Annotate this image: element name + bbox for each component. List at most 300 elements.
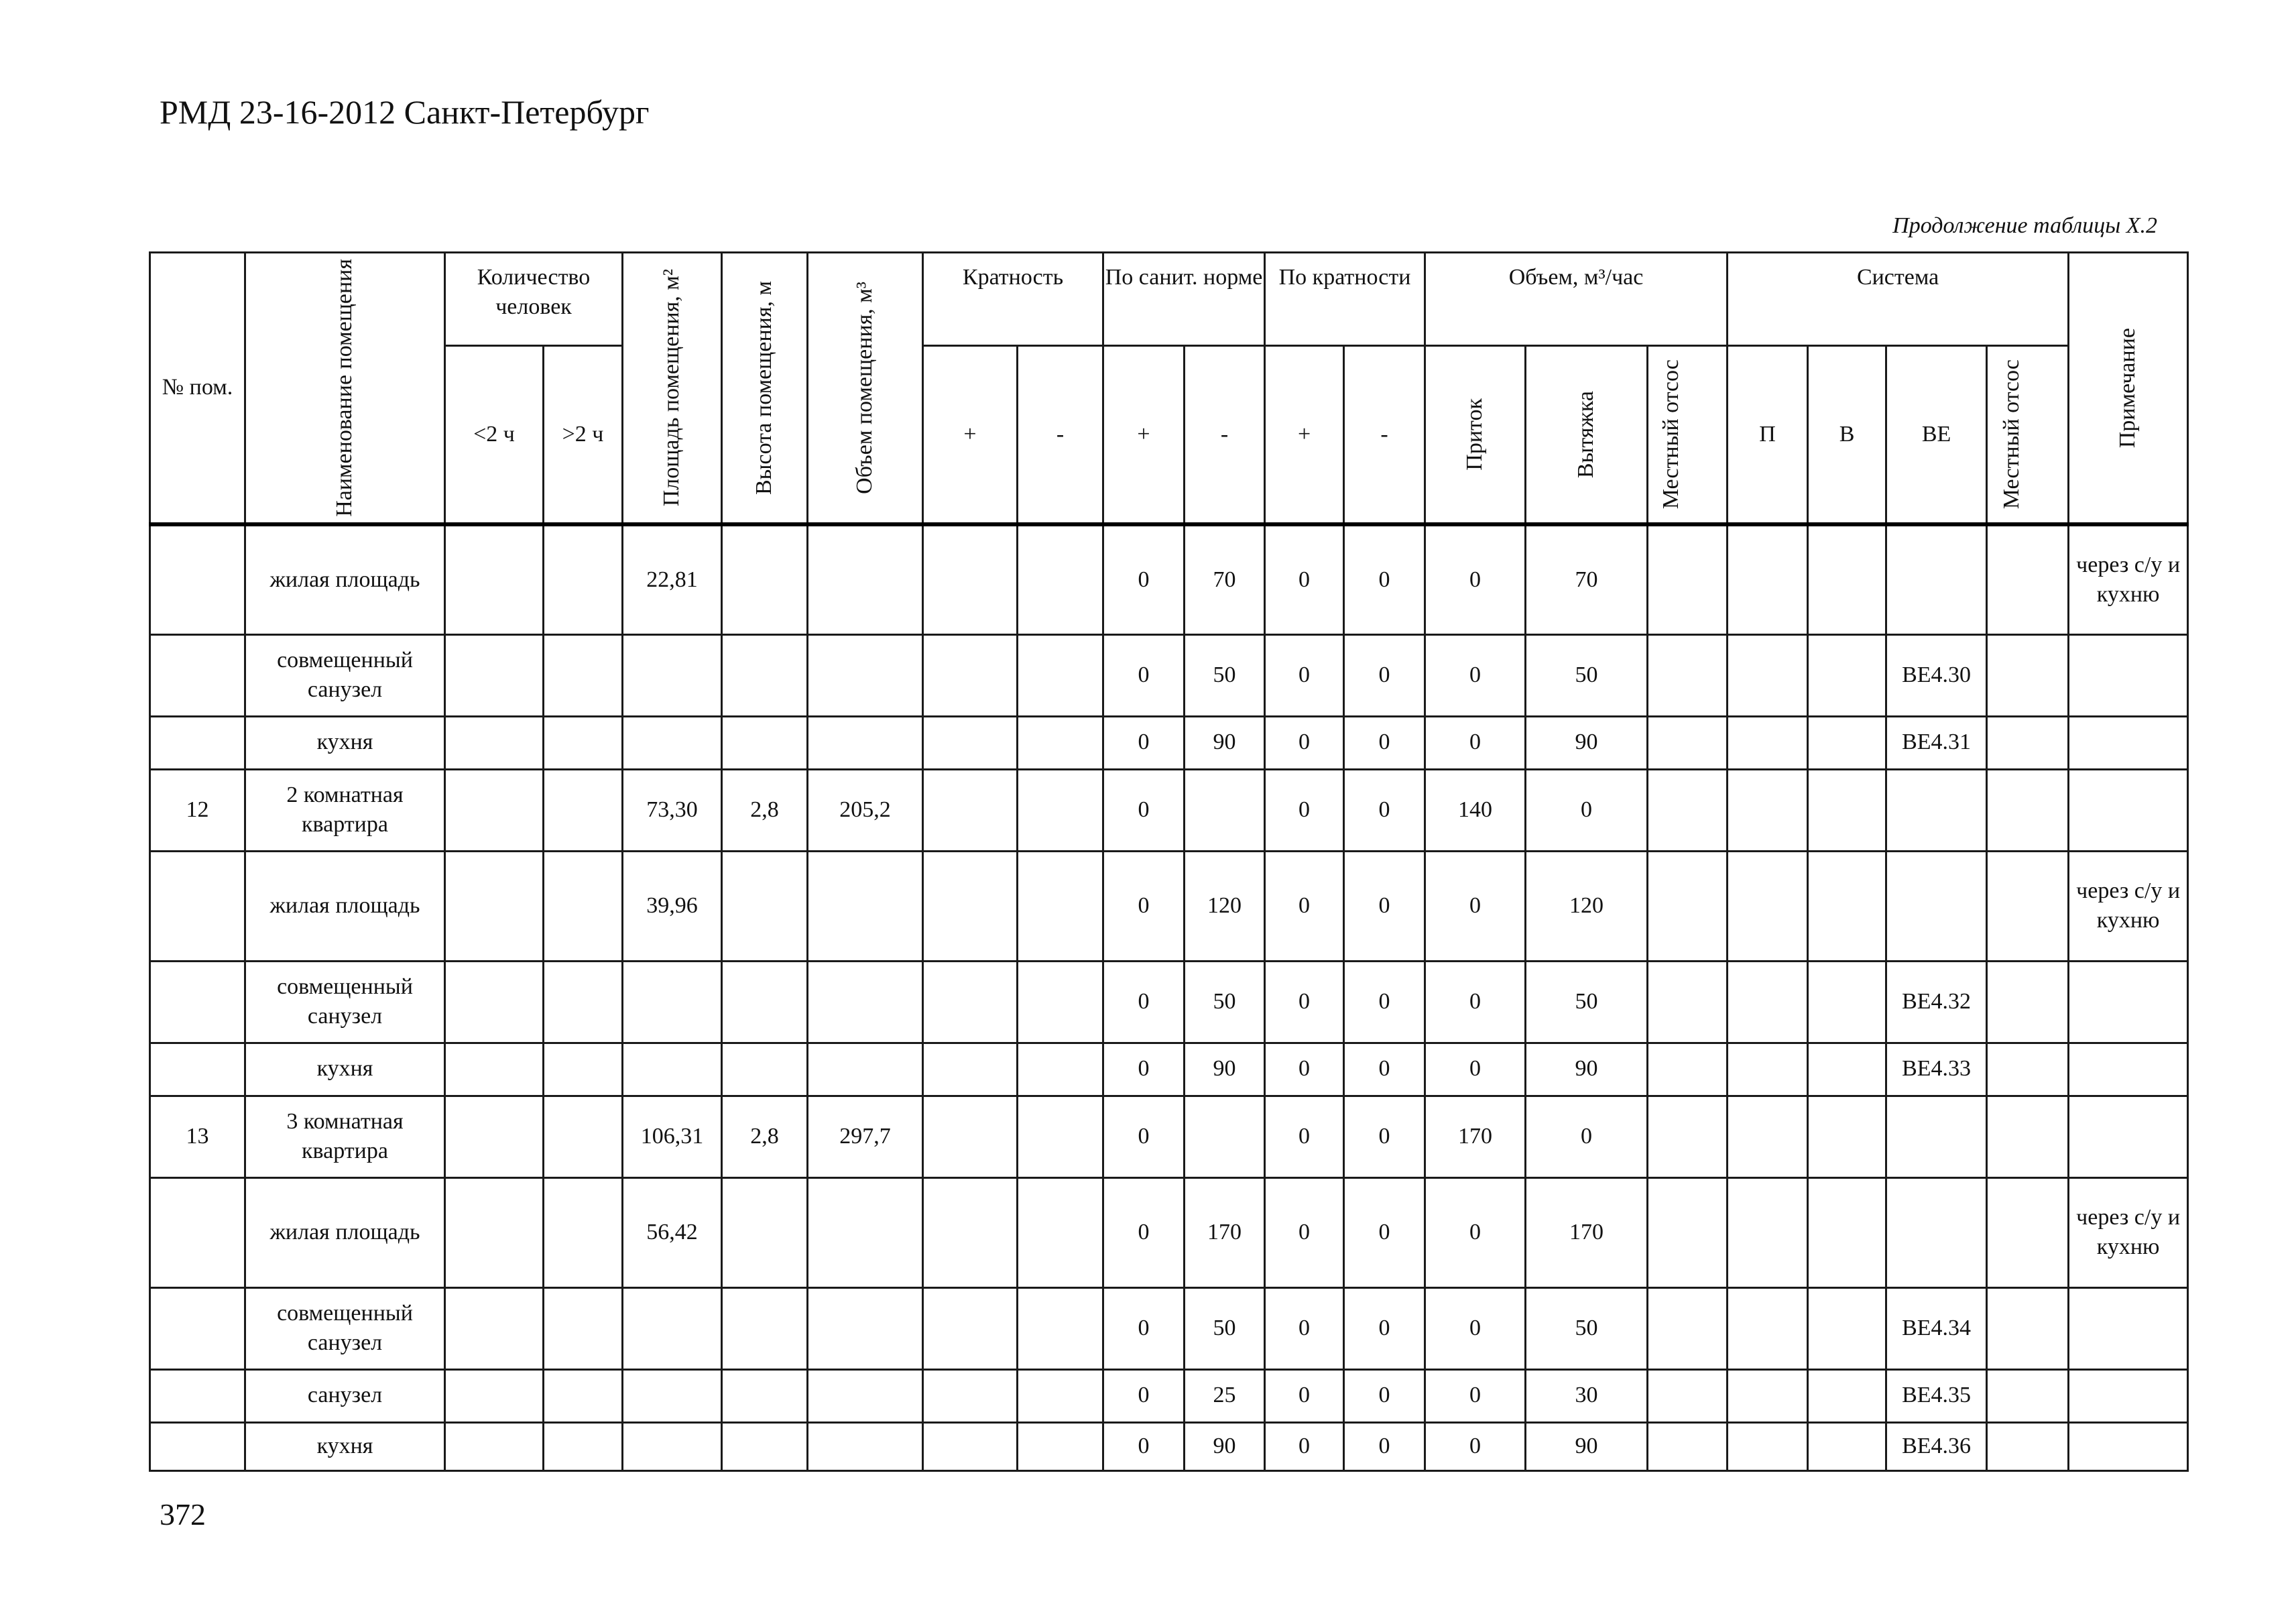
cell-people-lt2 (445, 716, 544, 769)
cell-system-v (1808, 1043, 1886, 1096)
cell-sanitary-minus: 120 (1185, 851, 1265, 961)
cell-exhaust: 0 (1526, 1096, 1648, 1177)
cell-sanitary-minus: 90 (1185, 716, 1265, 769)
cell-area (623, 1287, 722, 1369)
cell-multiplicity-plus (923, 1369, 1018, 1422)
cell-local-exhaust (1648, 961, 1728, 1043)
cell-system-local (1987, 1096, 2069, 1177)
cell-system-ve (1886, 1096, 1987, 1177)
cell-room-name: санузел (245, 1369, 445, 1422)
cell-system-v (1808, 1177, 1886, 1287)
table-body (150, 524, 2188, 1470)
cell-height (722, 1422, 808, 1470)
header-system-ve: ВЕ (1886, 346, 1987, 525)
cell-height (722, 1369, 808, 1422)
header-note (2069, 253, 2188, 525)
header-supply (1425, 346, 1526, 525)
cell-system-v (1808, 716, 1886, 769)
header-sanitary-plus: + (1103, 346, 1185, 525)
cell-multiplicity-minus (1018, 1096, 1103, 1177)
cell-system-local (1987, 1043, 2069, 1096)
cell-system-local (1987, 1369, 2069, 1422)
cell-area: 73,30 (623, 769, 722, 851)
cell-volume: 297,7 (808, 1096, 923, 1177)
cell-sanitary-plus: 0 (1103, 851, 1185, 961)
table-row (150, 851, 2188, 961)
cell-area: 106,31 (623, 1096, 722, 1177)
cell-system-v (1808, 769, 1886, 851)
cell-bymult-minus: 0 (1344, 716, 1425, 769)
ventilation-table (149, 251, 2189, 1472)
cell-system-p (1728, 961, 1808, 1043)
header-room-height (722, 253, 808, 525)
cell-sanitary-plus: 0 (1103, 961, 1185, 1043)
cell-supply: 0 (1425, 1287, 1526, 1369)
cell-note: через с/у и кухню (2069, 524, 2188, 634)
cell-height: 2,8 (722, 1096, 808, 1177)
cell-local-exhaust (1648, 1177, 1728, 1287)
cell-supply: 0 (1425, 716, 1526, 769)
cell-supply: 170 (1425, 1096, 1526, 1177)
cell-volume (808, 961, 923, 1043)
cell-people-lt2 (445, 1422, 544, 1470)
cell-note: через с/у и кухню (2069, 1177, 2188, 1287)
cell-volume (808, 524, 923, 634)
cell-supply: 0 (1425, 1177, 1526, 1287)
cell-people-gt2 (544, 1422, 623, 1470)
cell-system-ve (1886, 1177, 1987, 1287)
cell-sanitary-minus: 70 (1185, 524, 1265, 634)
table-header (150, 253, 2188, 525)
cell-multiplicity-plus (923, 1043, 1018, 1096)
cell-bymult-plus: 0 (1265, 1043, 1344, 1096)
cell-system-v (1808, 1096, 1886, 1177)
cell-room-number: 13 (150, 1096, 245, 1177)
cell-exhaust: 90 (1526, 716, 1648, 769)
table-row (150, 634, 2188, 716)
cell-people-lt2 (445, 961, 544, 1043)
cell-multiplicity-plus (923, 851, 1018, 961)
cell-system-v (1808, 1422, 1886, 1470)
cell-bymult-plus: 0 (1265, 1177, 1344, 1287)
table-row (150, 1177, 2188, 1287)
cell-bymult-plus: 0 (1265, 1369, 1344, 1422)
cell-area (623, 961, 722, 1043)
cell-people-gt2 (544, 1287, 623, 1369)
header-system-local (1987, 346, 2069, 525)
table-row (150, 716, 2188, 769)
cell-exhaust: 50 (1526, 634, 1648, 716)
cell-sanitary-minus: 90 (1185, 1422, 1265, 1470)
cell-room-number (150, 1369, 245, 1422)
cell-room-name: 2 комнатная квартира (245, 769, 445, 851)
cell-note (2069, 1422, 2188, 1470)
header-room-volume (808, 253, 923, 525)
cell-system-v (1808, 1369, 1886, 1422)
table-row (150, 961, 2188, 1043)
cell-system-ve: ВЕ4.35 (1886, 1369, 1987, 1422)
cell-height (722, 1177, 808, 1287)
cell-system-ve (1886, 769, 1987, 851)
cell-system-local (1987, 1422, 2069, 1470)
header-multiplicity: Кратность (923, 253, 1103, 346)
cell-sanitary-minus: 50 (1185, 961, 1265, 1043)
cell-bymult-plus: 0 (1265, 851, 1344, 961)
cell-area: 22,81 (623, 524, 722, 634)
cell-sanitary-plus: 0 (1103, 524, 1185, 634)
cell-room-name: жилая площадь (245, 851, 445, 961)
cell-system-local (1987, 961, 2069, 1043)
cell-multiplicity-plus (923, 634, 1018, 716)
cell-system-v (1808, 1287, 1886, 1369)
cell-height (722, 1287, 808, 1369)
cell-sanitary-minus: 50 (1185, 634, 1265, 716)
cell-multiplicity-minus (1018, 1287, 1103, 1369)
cell-bymult-minus: 0 (1344, 851, 1425, 961)
cell-area (623, 1369, 722, 1422)
cell-exhaust: 90 (1526, 1422, 1648, 1470)
header-sanitary-norm: По санит. норме (1103, 253, 1265, 346)
cell-bymult-plus: 0 (1265, 769, 1344, 851)
table-row (150, 1369, 2188, 1422)
cell-exhaust: 170 (1526, 1177, 1648, 1287)
cell-bymult-minus: 0 (1344, 1369, 1425, 1422)
cell-volume (808, 716, 923, 769)
cell-local-exhaust (1648, 1043, 1728, 1096)
cell-supply: 0 (1425, 1422, 1526, 1470)
header-room-name-text: Наименование помещения (332, 259, 357, 517)
cell-height (722, 524, 808, 634)
page-number: 372 (160, 1497, 206, 1531)
cell-system-p (1728, 1287, 1808, 1369)
table-row (150, 1287, 2188, 1369)
header-system-p: П (1728, 346, 1808, 525)
cell-room-number (150, 1177, 245, 1287)
cell-bymult-minus: 0 (1344, 1096, 1425, 1177)
cell-note (2069, 1043, 2188, 1096)
cell-bymult-minus: 0 (1344, 1177, 1425, 1287)
cell-room-name: 3 комнатная квартира (245, 1096, 445, 1177)
table-row (150, 524, 2188, 634)
cell-room-name: совмещенный санузел (245, 634, 445, 716)
cell-exhaust: 90 (1526, 1043, 1648, 1096)
table-row (150, 1096, 2188, 1177)
cell-bymult-plus: 0 (1265, 634, 1344, 716)
cell-bymult-plus: 0 (1265, 524, 1344, 634)
cell-bymult-minus: 0 (1344, 1287, 1425, 1369)
cell-people-lt2 (445, 1287, 544, 1369)
table-continuation-caption: Продолжение таблицы Х.2 (1892, 213, 2157, 238)
cell-system-ve: ВЕ4.33 (1886, 1043, 1987, 1096)
header-room-name (245, 253, 445, 525)
header-system-v: В (1808, 346, 1886, 525)
header-system: Система (1728, 253, 2069, 346)
cell-room-number (150, 1043, 245, 1096)
cell-volume (808, 1287, 923, 1369)
cell-exhaust: 50 (1526, 1287, 1648, 1369)
cell-multiplicity-plus (923, 524, 1018, 634)
cell-note (2069, 716, 2188, 769)
cell-sanitary-plus: 0 (1103, 1369, 1185, 1422)
cell-multiplicity-minus (1018, 961, 1103, 1043)
cell-system-local (1987, 634, 2069, 716)
cell-room-name: жилая площадь (245, 1177, 445, 1287)
cell-sanitary-plus: 0 (1103, 1043, 1185, 1096)
cell-local-exhaust (1648, 1369, 1728, 1422)
cell-people-gt2 (544, 961, 623, 1043)
header-people-lt2: <2 ч (445, 346, 544, 525)
cell-people-lt2 (445, 1096, 544, 1177)
cell-people-lt2 (445, 1177, 544, 1287)
cell-bymult-plus: 0 (1265, 961, 1344, 1043)
cell-note (2069, 1096, 2188, 1177)
cell-people-lt2 (445, 1369, 544, 1422)
header-bymult-plus: + (1265, 346, 1344, 525)
cell-system-p (1728, 851, 1808, 961)
header-room-height-text: Высота помещения, м (751, 281, 777, 495)
cell-multiplicity-plus (923, 1422, 1018, 1470)
cell-sanitary-minus: 25 (1185, 1369, 1265, 1422)
cell-area (623, 716, 722, 769)
cell-area (623, 634, 722, 716)
cell-system-v (1808, 961, 1886, 1043)
cell-volume (808, 1043, 923, 1096)
cell-system-local (1987, 524, 2069, 634)
cell-multiplicity-minus (1018, 716, 1103, 769)
cell-room-number: 12 (150, 769, 245, 851)
header-people-count: Количество человек (445, 253, 623, 346)
cell-multiplicity-minus (1018, 1422, 1103, 1470)
cell-multiplicity-plus (923, 769, 1018, 851)
cell-bymult-minus: 0 (1344, 769, 1425, 851)
cell-exhaust: 120 (1526, 851, 1648, 961)
cell-people-lt2 (445, 851, 544, 961)
cell-multiplicity-minus (1018, 1369, 1103, 1422)
cell-room-number (150, 1287, 245, 1369)
cell-multiplicity-minus (1018, 851, 1103, 961)
cell-bymult-minus: 0 (1344, 524, 1425, 634)
cell-system-p (1728, 1096, 1808, 1177)
cell-system-ve: ВЕ4.34 (1886, 1287, 1987, 1369)
cell-multiplicity-minus (1018, 524, 1103, 634)
cell-volume (808, 634, 923, 716)
cell-volume (808, 1177, 923, 1287)
cell-bymult-plus: 0 (1265, 1287, 1344, 1369)
cell-height (722, 961, 808, 1043)
header-system-local-text: Местный отсос (1998, 359, 2024, 510)
cell-local-exhaust (1648, 769, 1728, 851)
cell-local-exhaust (1648, 716, 1728, 769)
cell-system-p (1728, 1043, 1808, 1096)
cell-system-local (1987, 1177, 2069, 1287)
cell-people-gt2 (544, 851, 623, 961)
cell-supply: 0 (1425, 634, 1526, 716)
header-sanitary-minus: - (1185, 346, 1265, 525)
cell-exhaust: 0 (1526, 769, 1648, 851)
header-local-exhaust (1648, 346, 1728, 525)
cell-multiplicity-minus (1018, 634, 1103, 716)
header-room-area-text: Площадь помещения, м² (659, 269, 684, 507)
cell-note (2069, 769, 2188, 851)
header-exhaust-text: Вытяжка (1573, 390, 1599, 479)
cell-local-exhaust (1648, 1287, 1728, 1369)
cell-room-name: совмещенный санузел (245, 961, 445, 1043)
cell-room-name: жилая площадь (245, 524, 445, 634)
cell-bymult-plus: 0 (1265, 1096, 1344, 1177)
cell-bymult-minus: 0 (1344, 1422, 1425, 1470)
cell-system-local (1987, 851, 2069, 961)
cell-area: 56,42 (623, 1177, 722, 1287)
cell-volume (808, 1369, 923, 1422)
cell-sanitary-plus: 0 (1103, 634, 1185, 716)
cell-area (623, 1422, 722, 1470)
cell-multiplicity-minus (1018, 1043, 1103, 1096)
cell-height (722, 716, 808, 769)
cell-system-v (1808, 851, 1886, 961)
header-local-exhaust-text: Местный отсос (1658, 359, 1684, 510)
cell-supply: 0 (1425, 1369, 1526, 1422)
cell-sanitary-plus: 0 (1103, 1422, 1185, 1470)
cell-sanitary-minus (1185, 769, 1265, 851)
cell-people-lt2 (445, 1043, 544, 1096)
cell-people-gt2 (544, 524, 623, 634)
cell-volume (808, 851, 923, 961)
cell-system-p (1728, 634, 1808, 716)
cell-system-p (1728, 524, 1808, 634)
cell-multiplicity-minus (1018, 769, 1103, 851)
header-room-volume-text: Объем помещения, м³ (852, 282, 878, 494)
cell-multiplicity-plus (923, 961, 1018, 1043)
cell-note: через с/у и кухню (2069, 851, 2188, 961)
cell-room-name: кухня (245, 716, 445, 769)
cell-local-exhaust (1648, 524, 1728, 634)
cell-multiplicity-minus (1018, 1177, 1103, 1287)
cell-height: 2,8 (722, 769, 808, 851)
cell-volume: 205,2 (808, 769, 923, 851)
header-people-gt2: >2 ч (544, 346, 623, 525)
cell-system-ve: ВЕ4.31 (1886, 716, 1987, 769)
cell-people-gt2 (544, 769, 623, 851)
cell-room-number (150, 961, 245, 1043)
cell-bymult-plus: 0 (1265, 1422, 1344, 1470)
cell-people-gt2 (544, 1096, 623, 1177)
cell-height (722, 634, 808, 716)
cell-system-ve: ВЕ4.30 (1886, 634, 1987, 716)
cell-multiplicity-plus (923, 1287, 1018, 1369)
cell-sanitary-minus: 90 (1185, 1043, 1265, 1096)
table-row (150, 1043, 2188, 1096)
cell-multiplicity-plus (923, 1096, 1018, 1177)
cell-system-ve: ВЕ4.32 (1886, 961, 1987, 1043)
cell-people-gt2 (544, 1369, 623, 1422)
cell-room-name: кухня (245, 1422, 445, 1470)
cell-room-number (150, 1422, 245, 1470)
table-row (150, 769, 2188, 851)
cell-system-local (1987, 716, 2069, 769)
cell-people-gt2 (544, 1177, 623, 1287)
cell-supply: 0 (1425, 524, 1526, 634)
cell-height (722, 1043, 808, 1096)
cell-system-ve (1886, 524, 1987, 634)
header-exhaust (1526, 346, 1648, 525)
cell-system-p (1728, 1369, 1808, 1422)
cell-area (623, 1043, 722, 1096)
cell-system-ve (1886, 851, 1987, 961)
cell-note (2069, 634, 2188, 716)
cell-system-ve: ВЕ4.36 (1886, 1422, 1987, 1470)
cell-height (722, 851, 808, 961)
header-room-number: № пом. (150, 253, 245, 525)
header-note-text: Примечание (2115, 327, 2140, 449)
table-row (150, 1422, 2188, 1470)
cell-local-exhaust (1648, 1096, 1728, 1177)
cell-system-v (1808, 524, 1886, 634)
cell-room-name: кухня (245, 1043, 445, 1096)
header-air-volume: Объем, м³/час (1425, 253, 1728, 346)
cell-note (2069, 961, 2188, 1043)
cell-area: 39,96 (623, 851, 722, 961)
cell-room-number (150, 851, 245, 961)
cell-note (2069, 1287, 2188, 1369)
cell-room-name: совмещенный санузел (245, 1287, 445, 1369)
cell-people-gt2 (544, 716, 623, 769)
cell-room-number (150, 634, 245, 716)
cell-local-exhaust (1648, 851, 1728, 961)
header-room-area (623, 253, 722, 525)
cell-sanitary-plus: 0 (1103, 1287, 1185, 1369)
cell-supply: 0 (1425, 851, 1526, 961)
cell-supply: 0 (1425, 961, 1526, 1043)
cell-people-lt2 (445, 524, 544, 634)
cell-people-gt2 (544, 1043, 623, 1096)
cell-room-number (150, 524, 245, 634)
cell-system-local (1987, 1287, 2069, 1369)
cell-people-lt2 (445, 769, 544, 851)
cell-sanitary-minus: 50 (1185, 1287, 1265, 1369)
cell-local-exhaust (1648, 634, 1728, 716)
cell-volume (808, 1422, 923, 1470)
cell-room-number (150, 716, 245, 769)
cell-bymult-plus: 0 (1265, 716, 1344, 769)
header-multiplicity-minus: - (1018, 346, 1103, 525)
cell-bymult-minus: 0 (1344, 961, 1425, 1043)
cell-local-exhaust (1648, 1422, 1728, 1470)
cell-system-p (1728, 769, 1808, 851)
cell-system-v (1808, 634, 1886, 716)
cell-sanitary-plus: 0 (1103, 769, 1185, 851)
cell-multiplicity-plus (923, 1177, 1018, 1287)
cell-multiplicity-plus (923, 716, 1018, 769)
cell-sanitary-plus: 0 (1103, 716, 1185, 769)
cell-supply: 140 (1425, 769, 1526, 851)
cell-sanitary-plus: 0 (1103, 1096, 1185, 1177)
cell-system-p (1728, 1177, 1808, 1287)
cell-exhaust: 50 (1526, 961, 1648, 1043)
cell-sanitary-plus: 0 (1103, 1177, 1185, 1287)
header-multiplicity-plus: + (923, 346, 1018, 525)
cell-system-local (1987, 769, 2069, 851)
cell-sanitary-minus (1185, 1096, 1265, 1177)
cell-note (2069, 1369, 2188, 1422)
cell-exhaust: 70 (1526, 524, 1648, 634)
header-bymult-minus: - (1344, 346, 1425, 525)
document-header: РМД 23-16-2012 Санкт-Петербург (160, 93, 650, 131)
cell-supply: 0 (1425, 1043, 1526, 1096)
cell-bymult-minus: 0 (1344, 634, 1425, 716)
header-supply-text: Приток (1462, 398, 1488, 471)
cell-sanitary-minus: 170 (1185, 1177, 1265, 1287)
cell-people-lt2 (445, 634, 544, 716)
